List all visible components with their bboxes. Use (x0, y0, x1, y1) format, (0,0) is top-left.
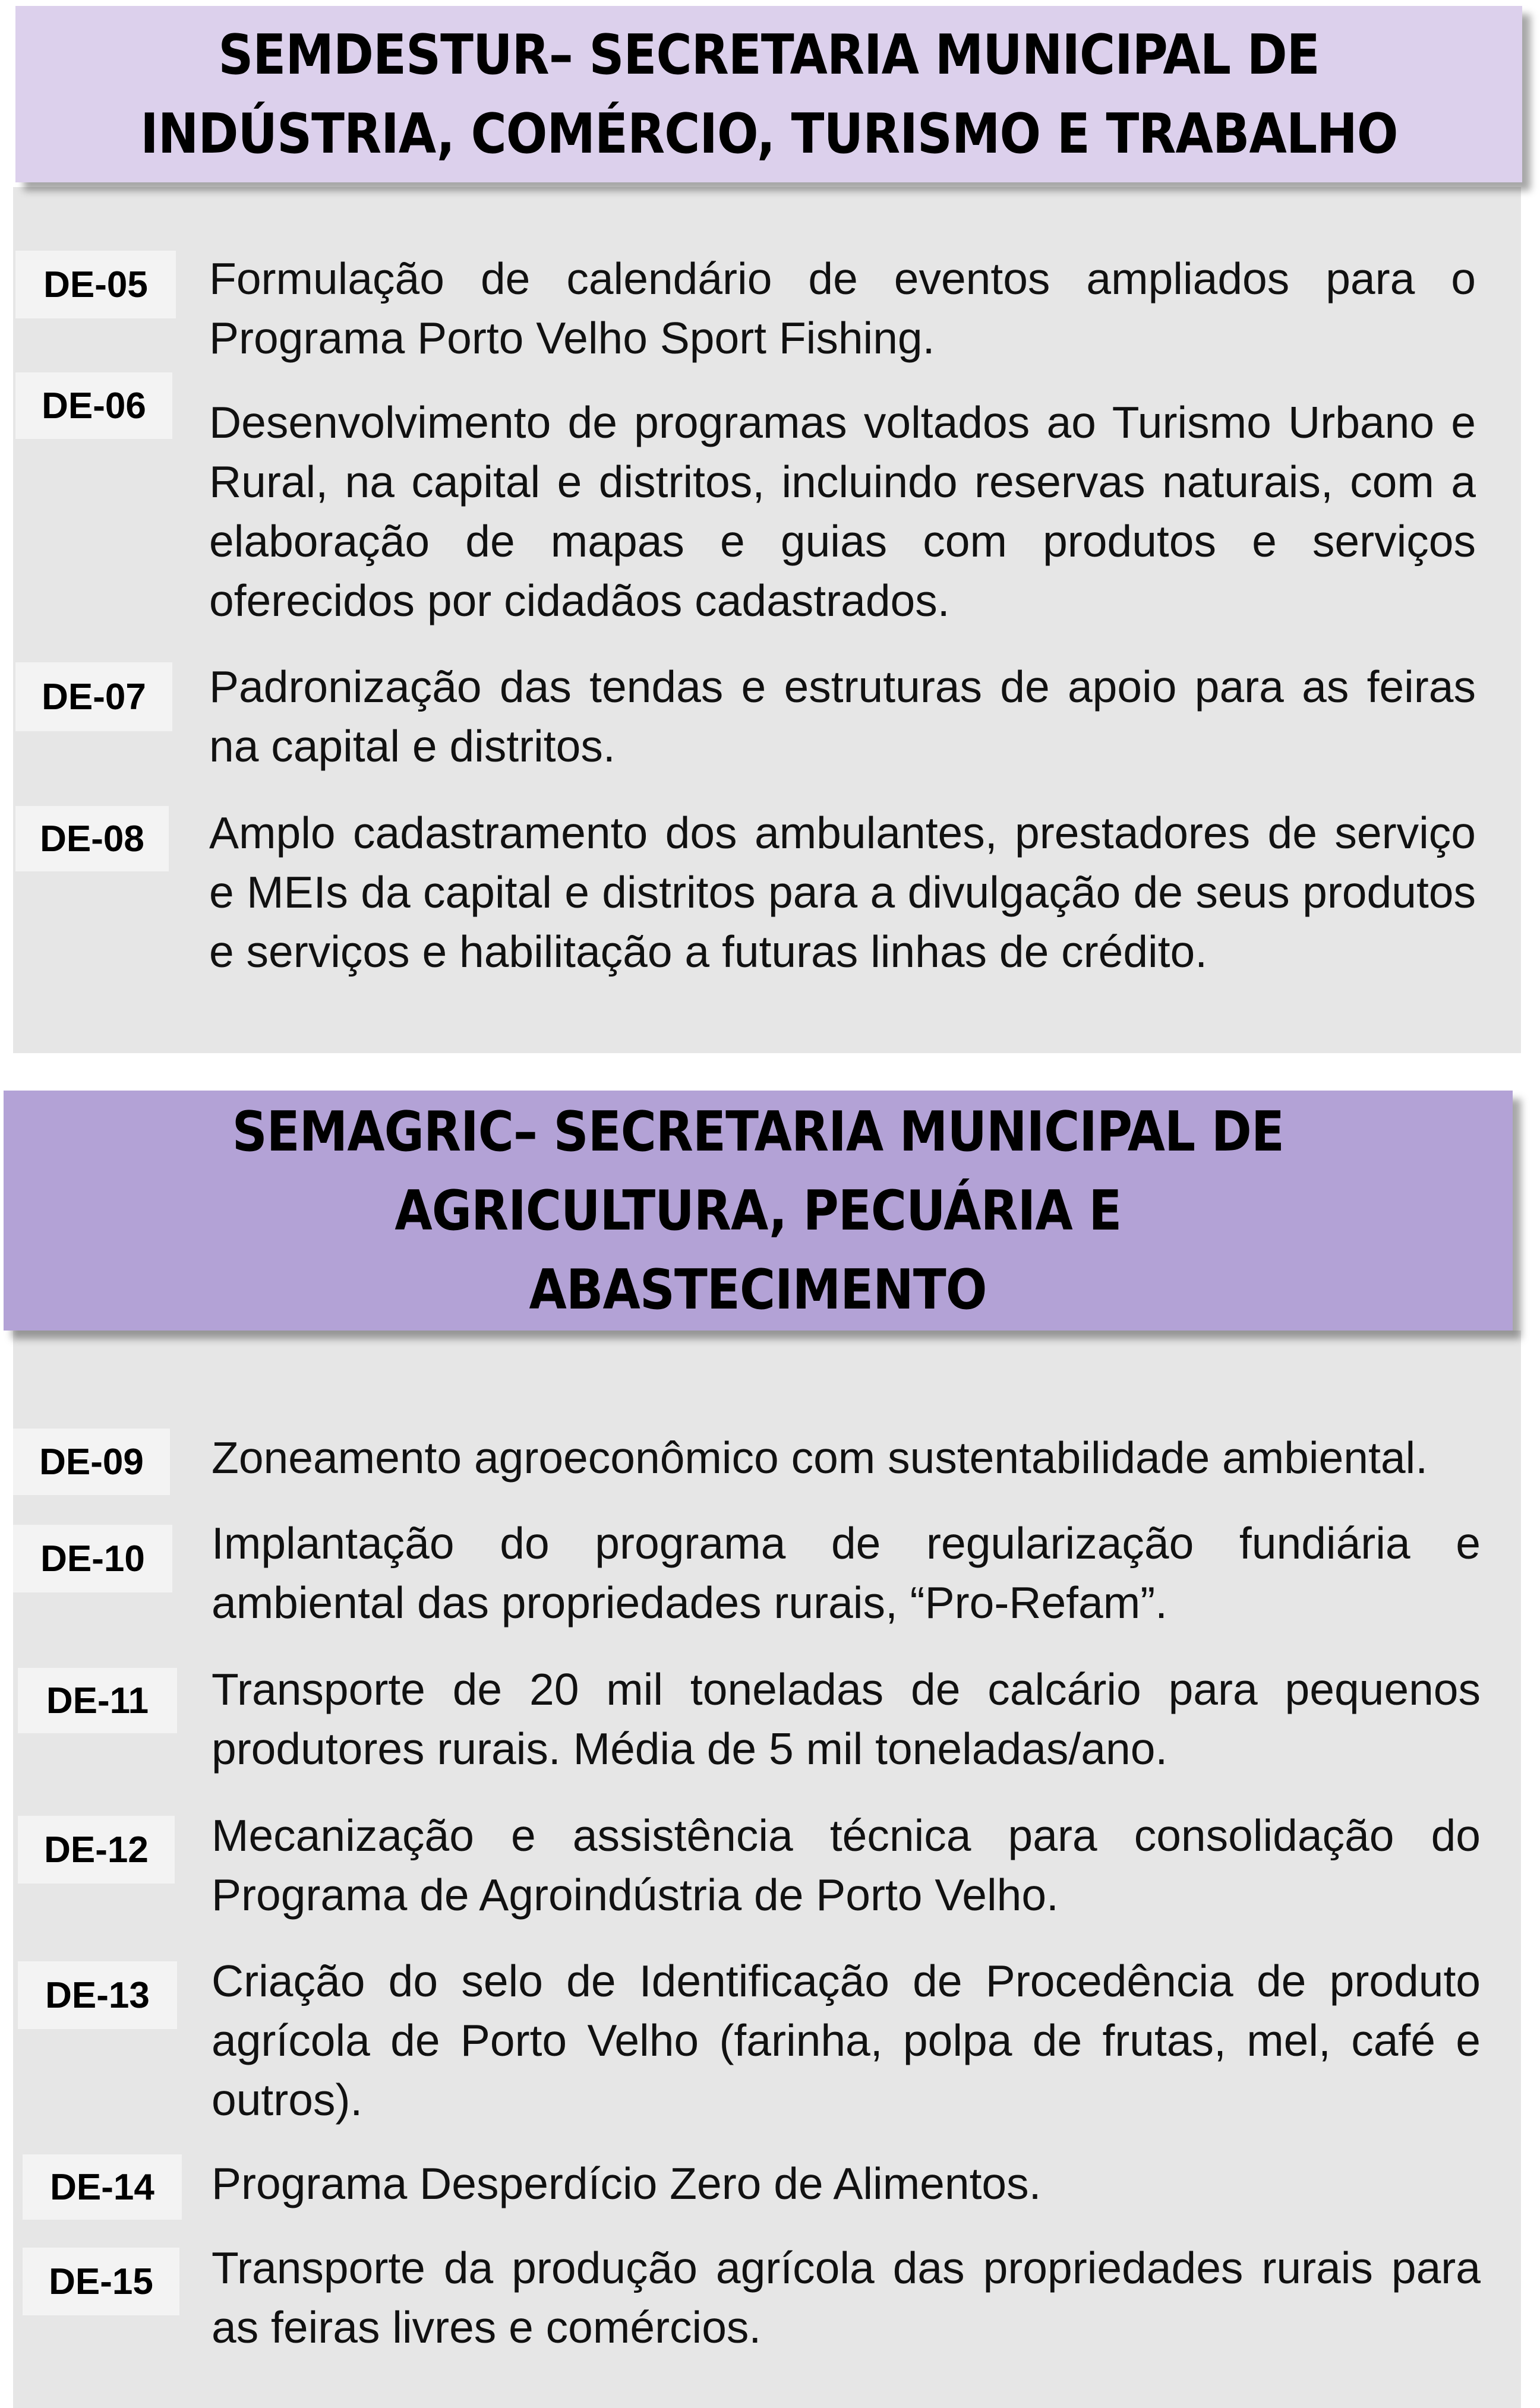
item-code-de-08: DE-08 (15, 806, 169, 871)
item-text-de-09: Zoneamento agroeconômico com sustentabilidade ambiental. (212, 1433, 1428, 1483)
semdestur-header-line-2: INDÚSTRIA, COMÉRCIO, TURISMO E TRABALHO (140, 101, 1398, 166)
semagric-header-line-2: AGRICULTURA, PECUÁRIA E (395, 1178, 1122, 1243)
item-code-de-12: DE-12 (18, 1816, 175, 1884)
item-code-de-10: DE-10 (13, 1525, 172, 1592)
item-code-de-09: DE-09 (13, 1429, 170, 1495)
item-text-de-06: Desenvolvimento de programas voltados ao Turismo Urbano e Rural, na capital e distritos, incluindo reservas naturais, com a elaboração de mapas e guias com produtos e serviços oferecidos por cidadãos cadastrados. (209, 397, 1476, 625)
item-code-de-06: DE-06 (15, 372, 172, 439)
item-text-de-15: Transporte da produção agrícola das propriedades rurais para as feiras livres e comércios. (212, 2243, 1481, 2352)
semdestur-header-line-1: SEMDESTUR– SECRETARIA MUNICIPAL DE (218, 22, 1320, 87)
item-code-de-11: DE-11 (18, 1668, 177, 1733)
item-text-de-05: Formulação de calendário de eventos ampliados para o Programa Porto Velho Sport Fishing. (209, 254, 1476, 363)
item-text-de-12: Mecanização e assistência técnica para consolidação do Programa de Agroindústria de Porto Velho. (212, 1810, 1481, 1920)
item-text-de-11: Transporte de 20 mil toneladas de calcário para pequenos produtores rurais. Média de 5 mil toneladas/ano. (212, 1664, 1481, 1774)
semagric-header (4, 1091, 1513, 1331)
item-code-de-14: DE-14 (23, 2154, 182, 2220)
item-code-de-15: DE-15 (23, 2248, 179, 2315)
item-text-de-08: Amplo cadastramento dos ambulantes, prestadores de serviço e MEIs da capital e distritos para a divulgação de seus produtos e serviços e habilitação a futuras linhas de crédito. (209, 808, 1476, 977)
item-text-de-07: Padronização das tendas e estruturas de apoio para as feiras na capital e distritos. (209, 662, 1476, 771)
semdestur-header (15, 6, 1522, 182)
item-code-de-05: DE-05 (15, 251, 176, 318)
item-code-de-13: DE-13 (18, 1961, 177, 2029)
item-text-de-14: Programa Desperdício Zero de Alimentos. (212, 2159, 1042, 2208)
semagric-header-line-3: ABASTECIMENTO (529, 1257, 987, 1322)
item-text-de-13: Criação do selo de Identificação de Procedência de produto agrícola de Porto Velho (farinha, polpa de frutas, mel, café e outros). (212, 1956, 1481, 2125)
item-text-de-10: Implantação do programa de regularização fundiária e ambiental das propriedades rurais, “Pro-Refam”. (212, 1518, 1481, 1628)
semagric-header-line-1: SEMAGRIC– SECRETARIA MUNICIPAL DE (232, 1099, 1285, 1164)
item-code-de-07: DE-07 (15, 662, 172, 731)
